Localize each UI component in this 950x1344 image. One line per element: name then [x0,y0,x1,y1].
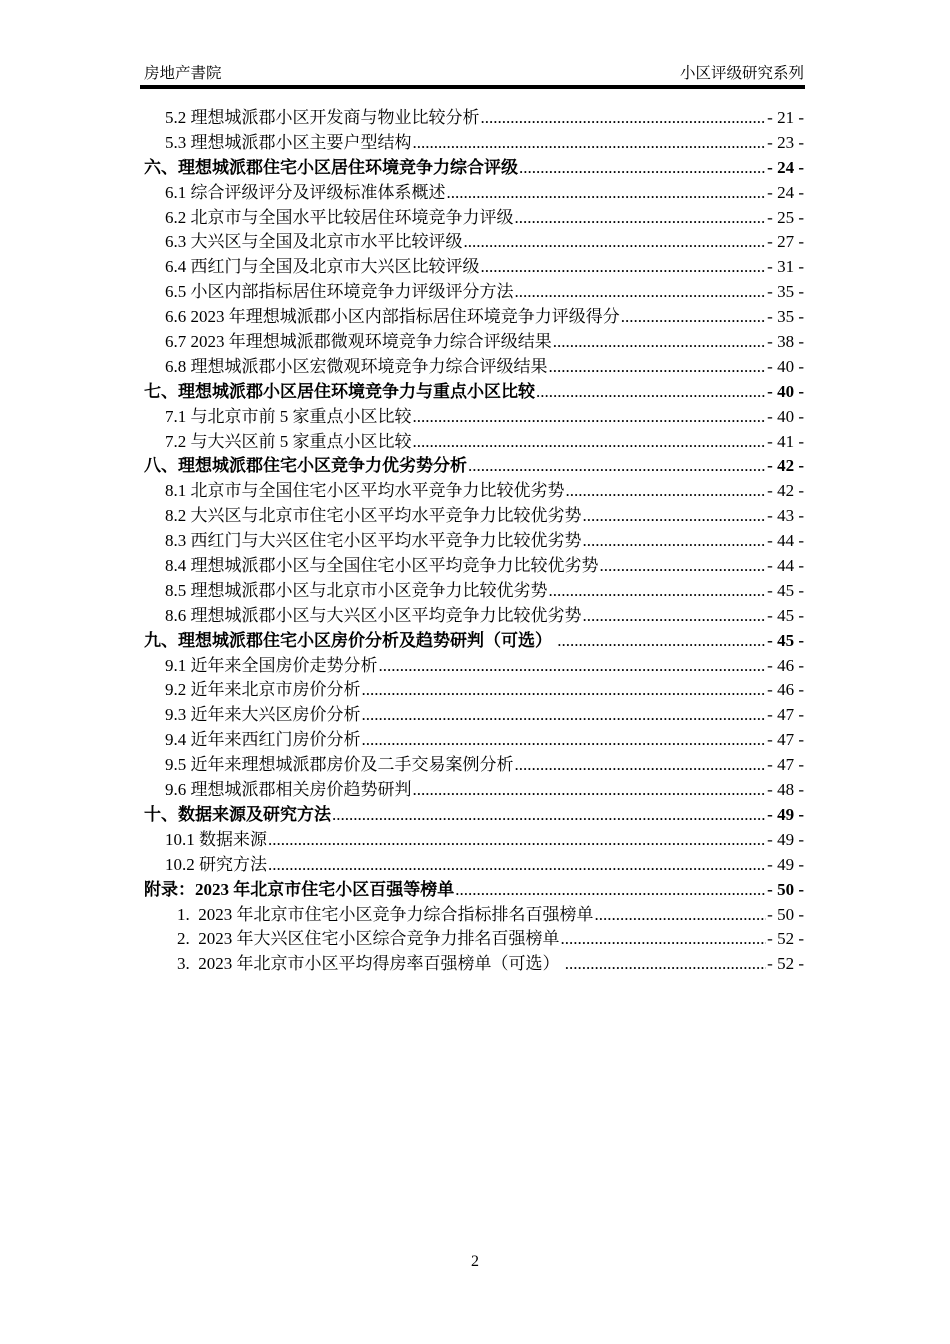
toc-entry[interactable] [144,878,804,903]
page-header [144,64,804,84]
toc-entry[interactable] [144,454,804,479]
toc-dot-leader [566,479,767,504]
toc-entry-label: 十、数据来源及研究方法 [144,804,331,824]
toc-dot-leader [413,430,767,455]
toc-page-number: - 40 - [767,406,804,426]
toc-dot-leader [413,405,767,430]
toc-entry-label: 1. 2023 年北京市住宅小区竞争力综合指标排名百强榜单 [177,904,594,924]
toc-entry[interactable] [144,903,804,928]
toc-dot-leader [413,131,767,156]
toc-page-number: - 49 - [767,854,804,874]
toc-dot-leader [455,878,766,903]
toc-dot-leader [362,678,767,703]
header-rule [140,85,805,89]
toc-page-number: - 41 - [767,431,804,451]
footer-page-number: 2 [471,1253,479,1270]
toc-page-number: - 27 - [767,232,804,252]
toc-entry[interactable] [144,554,804,579]
toc-entry[interactable] [144,405,804,430]
toc-dot-leader [332,803,766,828]
toc-entry[interactable] [144,579,804,604]
toc-dot-leader [268,853,766,878]
toc-entry-label: 8.1 北京市与全国住宅小区平均水平竞争力比较优劣势 [165,481,565,501]
toc-dot-leader [621,305,766,330]
table-of-contents [144,106,804,977]
toc-entry[interactable] [144,355,804,380]
toc-dot-leader [583,504,767,529]
toc-dot-leader [515,280,767,305]
toc-dot-leader [464,230,767,255]
toc-page-number: - 50 - [767,879,804,899]
toc-page-number: - 46 - [767,655,804,675]
toc-entry[interactable] [144,255,804,280]
toc-entry-label: 9.4 近年来西红门房价分析 [165,730,361,750]
toc-entry[interactable] [144,230,804,255]
toc-dot-leader [515,206,767,231]
toc-dot-leader [468,454,766,479]
toc-entry[interactable] [144,778,804,803]
toc-page-number: - 49 - [767,804,804,824]
toc-entry[interactable] [144,156,804,181]
toc-entry-label: 9.2 近年来北京市房价分析 [165,680,361,700]
toc-page-number: - 21 - [767,108,804,127]
toc-dot-leader [595,903,767,928]
toc-page-number: - 23 - [767,132,804,152]
toc-page-number: - 52 - [767,954,804,974]
toc-entry[interactable] [144,927,804,952]
toc-dot-leader [557,629,766,654]
toc-entry[interactable] [144,853,804,878]
toc-entry[interactable] [144,529,804,554]
toc-page-number: - 47 - [767,705,804,725]
toc-dot-leader [413,778,767,803]
toc-dot-leader [362,728,767,753]
toc-entry-label: 6.8 理想城派郡小区宏微观环境竞争力综合评级结果 [165,356,548,376]
toc-page-number: - 48 - [767,780,804,800]
toc-dot-leader [268,828,766,853]
toc-entry-label: 6.4 西红门与全国及北京市大兴区比较评级 [165,257,480,277]
toc-entry[interactable] [144,181,804,206]
toc-entry-label: 5.3 理想城派郡小区主要户型结构 [165,132,412,152]
toc-page-number: - 38 - [767,332,804,352]
toc-entry-label: 6.2 北京市与全国水平比较居住环境竞争力评级 [165,207,514,227]
toc-entry-label: 9.3 近年来大兴区房价分析 [165,705,361,725]
toc-page-number: - 24 - [767,157,804,177]
toc-entry-label: 七、理想城派郡小区居住环境竞争力与重点小区比较 [144,381,535,401]
toc-entry[interactable] [144,604,804,629]
toc-page-number: - 49 - [767,829,804,849]
toc-entry-label: 7.1 与北京市前 5 家重点小区比较 [165,406,412,426]
toc-page-number: - 24 - [767,182,804,202]
header-left-text: 房地产書院 [144,65,222,82]
toc-page-number: - 40 - [767,356,804,376]
toc-dot-leader [549,579,767,604]
toc-entry[interactable] [144,952,804,977]
toc-dot-leader [481,106,767,131]
toc-entry-label: 7.2 与大兴区前 5 家重点小区比较 [165,431,412,451]
toc-entry[interactable] [144,678,804,703]
toc-entry-label: 6.7 2023 年理想城派郡微观环境竞争力综合评级结果 [165,332,552,352]
toc-dot-leader [565,952,766,977]
toc-entry[interactable] [144,305,804,330]
toc-dot-leader [583,529,767,554]
toc-page-number: - 42 - [767,456,804,476]
toc-entry[interactable] [144,629,804,654]
toc-dot-leader [561,927,767,952]
toc-page-number: - 45 - [767,605,804,625]
toc-dot-leader [379,654,767,679]
toc-entry-label: 2. 2023 年大兴区住宅小区综合竞争力排名百强榜单 [177,929,560,949]
toc-dot-leader [553,330,766,355]
toc-page-number: - 31 - [767,257,804,277]
toc-entry-label: 附录：2023 年北京市住宅小区百强等榜单 [144,879,455,899]
toc-entry[interactable] [144,430,804,455]
toc-entry-label: 9.1 近年来全国房价走势分析 [165,655,378,675]
toc-entry[interactable] [144,703,804,728]
toc-dot-leader [481,255,767,280]
toc-entry[interactable] [144,380,804,405]
toc-entry[interactable] [144,131,804,156]
toc-page-number: - 40 - [767,381,804,401]
toc-page-number: - 47 - [767,730,804,750]
toc-entry-label: 9.5 近年来理想城派郡房价及二手交易案例分析 [165,755,514,775]
toc-entry-label: 6.6 2023 年理想城派郡小区内部指标居住环境竞争力评级得分 [165,307,620,327]
toc-page-number: - 35 - [767,282,804,302]
toc-page-number: - 42 - [767,481,804,501]
toc-entry[interactable] [144,106,804,131]
toc-entry[interactable] [144,753,804,778]
header-right-text: 小区评级研究系列 [679,65,804,82]
toc-entry-label: 8.2 大兴区与北京市住宅小区平均水平竞争力比较优劣势 [165,506,582,526]
page-footer [0,1253,950,1271]
toc-dot-leader [515,753,767,778]
toc-page-number: - 25 - [767,207,804,227]
toc-dot-leader [519,156,766,181]
toc-dot-leader [536,380,766,405]
toc-entry[interactable] [144,479,804,504]
toc-entry-label: 8.3 西红门与大兴区住宅小区平均水平竞争力比较优劣势 [165,531,582,551]
toc-page-number: - 47 - [767,755,804,775]
toc-dot-leader [447,181,767,206]
toc-page-number: - 45 - [767,580,804,600]
toc-entry[interactable] [144,728,804,753]
toc-entry-label: 8.5 理想城派郡小区与北京市小区竞争力比较优劣势 [165,580,548,600]
toc-entry-label: 9.6 理想城派郡相关房价趋势研判 [165,780,412,800]
toc-entry-label: 10.2 研究方法 [165,854,267,874]
toc-entry[interactable] [144,330,804,355]
toc-entry-label: 10.1 数据来源 [165,829,267,849]
toc-dot-leader [362,703,767,728]
toc-entry[interactable] [144,803,804,828]
toc-page-number: - 52 - [767,929,804,949]
toc-page-number: - 43 - [767,506,804,526]
toc-entry-label: 六、理想城派郡住宅小区居住环境竞争力综合评级 [144,157,518,177]
toc-page-number: - 35 - [767,307,804,327]
toc-entry[interactable] [144,206,804,231]
toc-entry-label: 5.2 理想城派郡小区开发商与物业比较分析 [165,108,480,127]
toc-page-number: - 46 - [767,680,804,700]
toc-entry-label: 6.1 综合评级评分及评级标准体系概述 [165,182,446,202]
toc-entry-label: 6.3 大兴区与全国及北京市水平比较评级 [165,232,463,252]
toc-entry-label: 8.4 理想城派郡小区与全国住宅小区平均竞争力比较优劣势 [165,556,599,576]
toc-entry[interactable] [144,280,804,305]
toc-entry-label: 8.6 理想城派郡小区与大兴区小区平均竞争力比较优劣势 [165,605,582,625]
toc-page-number: - 44 - [767,556,804,576]
toc-entry-label: 3. 2023 年北京市小区平均得房率百强榜单（可选） [177,954,564,974]
toc-entry-label: 八、理想城派郡住宅小区竞争力优劣势分析 [144,456,467,476]
toc-entry[interactable] [144,504,804,529]
toc-entry-label: 九、理想城派郡住宅小区房价分析及趋势研判（可选） [144,630,557,650]
toc-dot-leader [549,355,767,380]
toc-page-number: - 50 - [767,904,804,924]
toc-entry[interactable] [144,654,804,679]
toc-page-number: - 44 - [767,531,804,551]
toc-entry[interactable] [144,828,804,853]
toc-dot-leader [583,604,767,629]
toc-page-number: - 45 - [767,630,804,650]
toc-entry-label: 6.5 小区内部指标居住环境竞争力评级评分方法 [165,282,514,302]
toc-dot-leader [600,554,767,579]
